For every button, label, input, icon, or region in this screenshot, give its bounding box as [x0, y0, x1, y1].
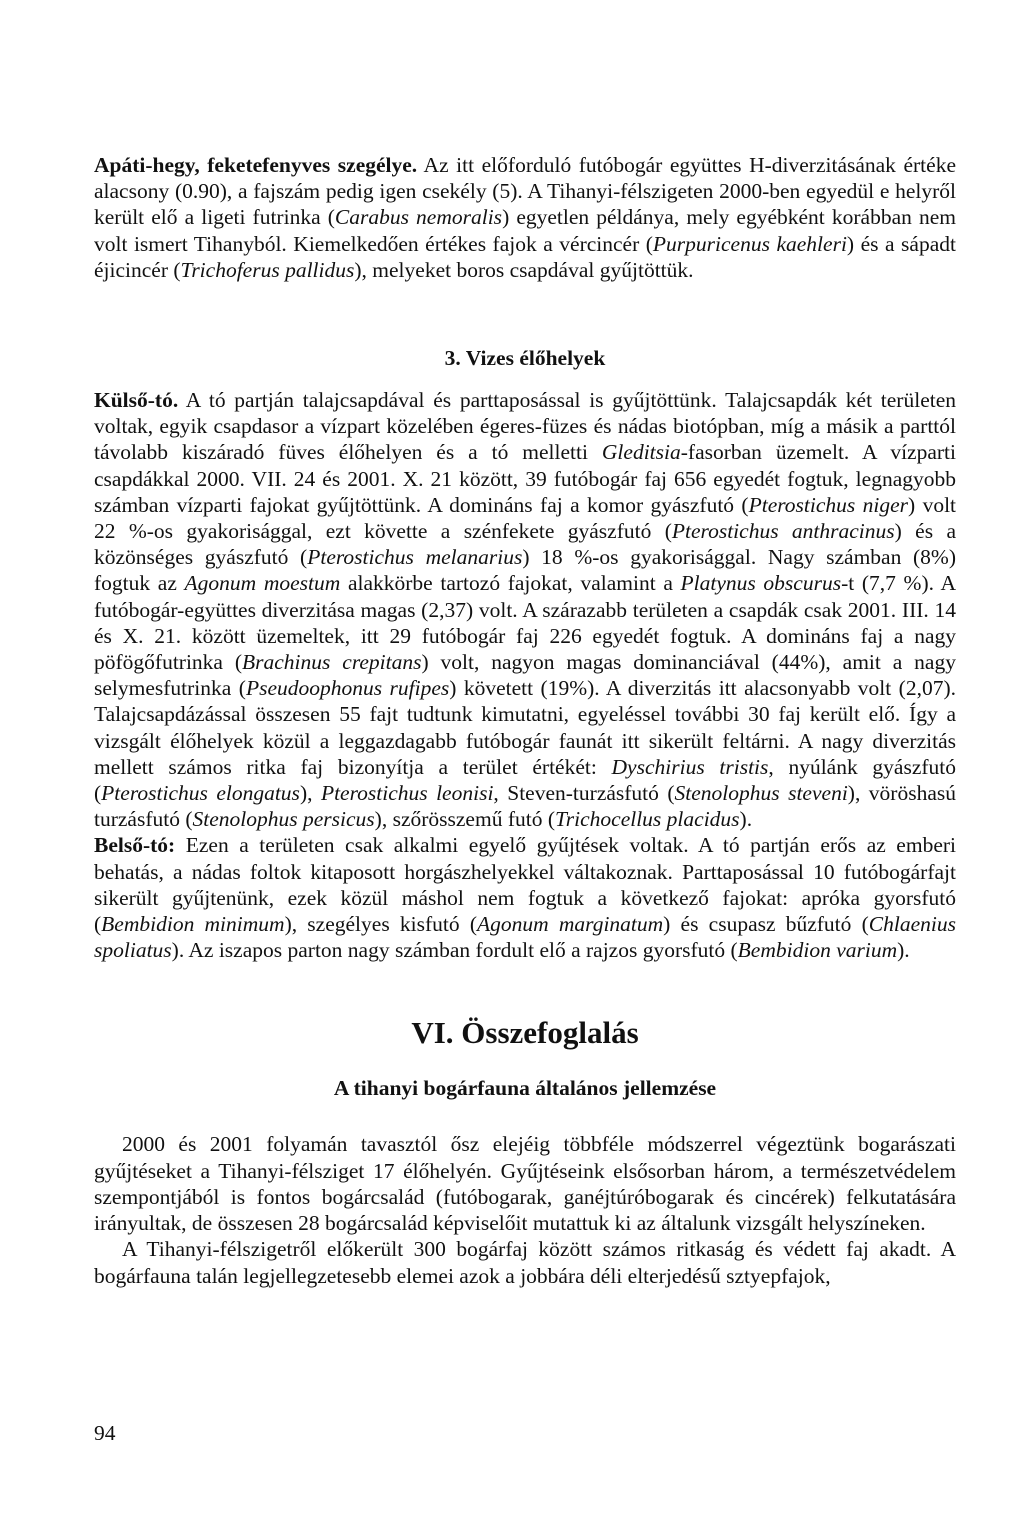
species-name: Trichoferus pallidus	[180, 257, 355, 282]
text-run: ).	[739, 807, 753, 832]
species-name: Dyschirius tristis	[611, 754, 769, 779]
text-run: -fasorban üzemelt. A vízparti csapdákkal 2000. VII. 24 és 2001. X. 21 között, 39 futóbogár faj 656 egyedét fogtuk, legnagyobb számban vízparti fajokat gyűjtöttünk. A domináns faj a komor gyászfutó (	[94, 440, 956, 517]
text-run: ) és a sápadt éjicincér (	[94, 231, 956, 282]
text-run: ), szegélyes kisfutó (	[284, 912, 477, 937]
page-number: 94	[94, 1421, 116, 1445]
species-name: Stenolophus persicus	[192, 807, 375, 832]
paragraph-summary-1: 2000 és 2001 folyamán tavasztól ősz elejéig többféle módszerrel végeztünk bogarászati gyűjtéseket a Tihanyi-félsziget 17 élőhelyén. Gyűjtéseink elsősorban három, a természetvédelem szempontjából is fontos bogárcsalád (futóbogarak, ganéjtúróbogarak és cincérek) felkutatására irányultak, de összesen 28 bogárcsalád képviselőit mutattuk ki az általunk vizsgált helyszíneken.	[94, 1132, 956, 1236]
chapter-heading: VI. Összefoglalás	[411, 1015, 639, 1051]
text-run: Az itt előforduló futóbogár együttes H-diverzitásának értéke alacsony (0.90), a fajszám pedig igen csekély (5). A Tihanyi-félszigeten 2000-ben egyedül e helyről került elő a ligeti futrinka (	[94, 153, 956, 230]
species-name: Pterostichus leonisi	[320, 781, 494, 806]
species-name: Trichocellus placidus	[555, 807, 740, 832]
species-name: Pterostichus anthracinus	[671, 519, 895, 544]
species-name: Bembidion varium	[737, 938, 898, 963]
text-run: Ezen a területen csak alkalmi egyelő gyűjtések voltak. A tó partján erős az emberi behatás, a nádas foltok kitaposott horgászhelyekkel váltakoznak. Parttaposással 10 futóbogárfajt sikerült gyűjtenünk, ezek közül máshol nem fogtuk a következő fajokat: apróka gyorsfutó (	[94, 833, 956, 937]
text-run: , Steven-turzásfutó (	[493, 781, 675, 806]
section-heading-vizes: 3. Vizes élőhelyek	[444, 346, 606, 371]
species-name: Carabus nemoralis	[334, 205, 503, 230]
text-run: ) volt, nagyon magas dominanciával (44%), amit a nagy selymesfutrinka (	[94, 650, 956, 701]
text-run: ) követett (19%). A diverzitás itt alacsonyabb volt (2,07). Talajcsapdázással összesen 55 fajt tudtunk kimutatni, egyeléssel további 30 faj került elő. Így a vizsgált élőhelyek közül a leggazdagabb futóbogár faunát itt sikerült feltárni. A nagy diverzitás mellett számos ritka faj bizonyítja a terület értékét:	[94, 676, 956, 779]
text-run: ), szőrösszemű futó (	[374, 807, 555, 832]
text-run: ),	[299, 781, 321, 806]
species-name: Purpuricenus kaehleri	[652, 231, 847, 256]
text-run: alakkörbe tartozó fajokat, valamint a	[340, 571, 681, 596]
species-name: Chlaenius spoliatus	[94, 912, 956, 963]
text-run: ) 18 %-os gyakorisággal. Nagy számban (8%) fogtuk az	[94, 545, 956, 596]
text-run: ), vöröshasú turzásfutó (	[94, 781, 956, 832]
text-run: ) volt 22 %-os gyakorisággal, ezt követte a szénfekete gyászfutó (	[94, 492, 957, 544]
paragraph-lead: Belső-tó:	[94, 833, 176, 858]
species-name: Agonum moestum	[184, 571, 341, 596]
species-name: Pterostichus melanarius	[307, 545, 523, 570]
section-heading-bogarfauna: A tihanyi bogárfauna általános jellemzése	[333, 1076, 717, 1101]
text-run: ). Az iszapos parton nagy számban fordult elő a rajzos gyorsfutó (	[171, 938, 738, 963]
species-name: Pterostichus elongatus	[101, 781, 300, 806]
species-name: Pterostichus niger	[748, 492, 909, 517]
species-name: Brachinus crepitans	[242, 650, 422, 675]
species-name: Stenolophus steveni	[674, 781, 848, 806]
text-run: ) és a közönséges gyászfutó (	[94, 519, 956, 570]
species-name: Agonum marginatum	[476, 912, 664, 937]
text-run: ), melyeket boros csapdával gyűjtöttük.	[354, 257, 694, 282]
species-name: Pseudoophonus rufipes	[245, 676, 450, 701]
page-body	[94, 152, 956, 1289]
paragraph-apati-hegy	[94, 152, 956, 283]
text-run: A tó partján talajcsapdával és parttaposással is gyűjtöttünk. Talajcsapdák két területen voltak, egyik csapdasor a vízpart közelében égeres-füzes és nádas biotópban, míg a másik a parttól távolabb kiszáradó füves élőhelyen és a tó melletti	[94, 388, 956, 465]
species-name: Gleditsia	[601, 440, 681, 465]
text-run: -t (7,7 %). A futóbogár-együttes diverzitása magas (2,37) volt. A szárazabb területen a csapdák csak 2001. III. 14 és X. 21. között üzemeltek, itt 29 futóbogár faj 226 egyedét fogtuk. A domináns faj a nagy pöfögőfutrinka (	[94, 571, 956, 675]
text-run: ).	[897, 938, 910, 963]
species-name: Bembidion minimum	[101, 912, 285, 937]
text-run: ) és csupasz bűzfutó (	[663, 912, 869, 937]
paragraph-lead: Apáti-hegy, feketefenyves szegélye.	[94, 153, 418, 177]
paragraph-summary-2: A Tihanyi-félszigetről előkerült 300 bogárfaj között számos ritkaság és védett faj akadt. A bogárfauna talán legjellegzetesebb elemei azok a jobbára déli elterjedésű sztyepfajok,	[94, 1237, 956, 1288]
paragraph-belso-to	[94, 832, 956, 963]
paragraph-lead: Külső-tó.	[94, 388, 179, 413]
paragraph-kulso-to	[94, 387, 956, 832]
text-run: ) egyetlen példánya, mely egyébként korábban nem volt ismert Tihanyból. Kiemelkedően értékes fajok a vércincér (	[94, 205, 956, 256]
species-name: Platynus obscurus	[680, 571, 842, 596]
text-run: , nyúlánk gyászfutó (	[94, 754, 957, 806]
